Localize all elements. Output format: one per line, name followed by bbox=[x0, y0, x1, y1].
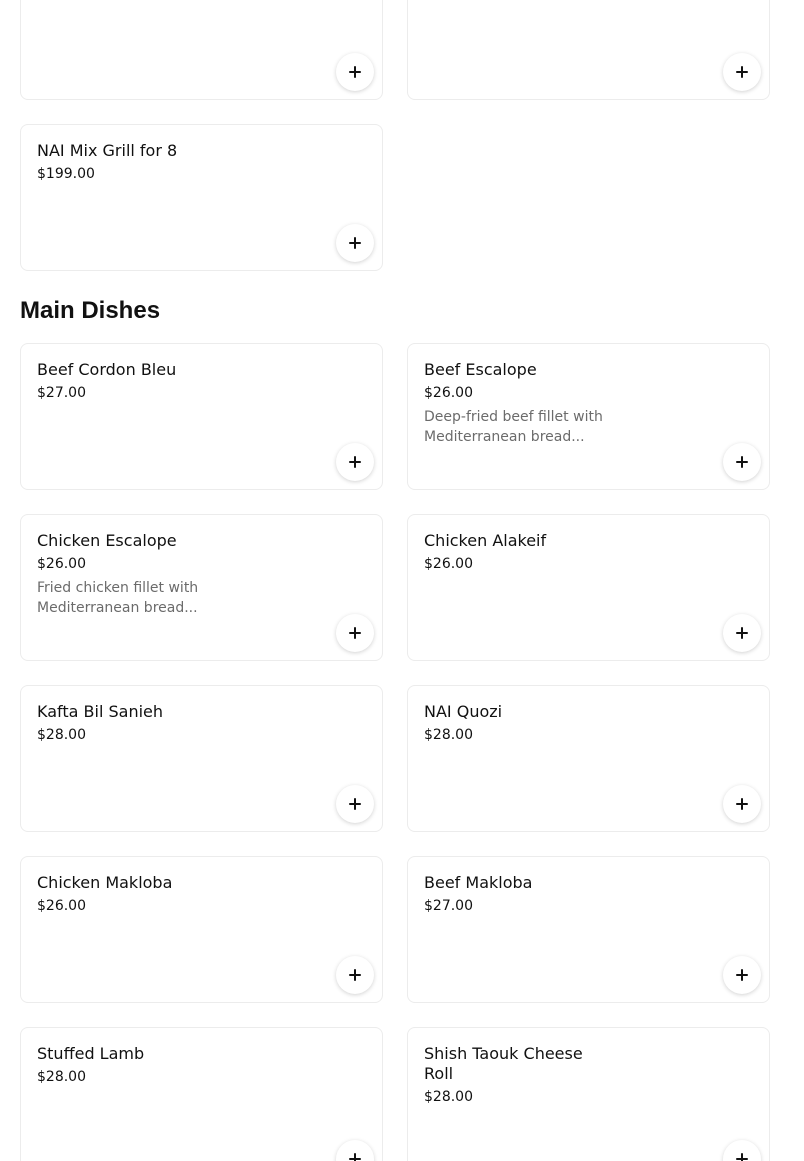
add-to-cart-button[interactable] bbox=[723, 53, 761, 91]
item-price: $26.00 bbox=[37, 556, 86, 572]
item-name: Beef Escalope bbox=[424, 360, 537, 379]
item-name: Chicken Makloba bbox=[37, 873, 173, 892]
item-price: $199.00 bbox=[37, 166, 95, 182]
add-to-cart-button[interactable] bbox=[336, 956, 374, 994]
item-description: Fried chicken fillet with Mediterranean bread... bbox=[37, 580, 199, 616]
plus-icon bbox=[736, 798, 748, 810]
plus-icon bbox=[736, 1153, 748, 1161]
add-to-cart-button[interactable] bbox=[336, 614, 374, 652]
add-to-cart-button[interactable] bbox=[336, 443, 374, 481]
plus-icon bbox=[349, 1153, 361, 1161]
item-price: $27.00 bbox=[37, 385, 86, 401]
add-to-cart-button[interactable] bbox=[336, 1140, 374, 1161]
add-to-cart-button[interactable] bbox=[336, 785, 374, 823]
menu-item-card[interactable] bbox=[407, 343, 770, 490]
plus-icon bbox=[736, 66, 748, 78]
menu-item-card[interactable] bbox=[20, 1027, 383, 1161]
plus-icon bbox=[736, 456, 748, 468]
menu-item-card[interactable] bbox=[20, 685, 383, 832]
item-name: Beef Cordon Bleu bbox=[37, 360, 177, 379]
plus-icon bbox=[349, 237, 361, 249]
item-name: Chicken Alakeif bbox=[424, 531, 547, 550]
menu-item-card[interactable] bbox=[20, 124, 383, 271]
item-name: Shish Taouk Cheese Roll bbox=[424, 1044, 583, 1083]
main-dishes-grid bbox=[20, 343, 770, 1161]
add-to-cart-button[interactable] bbox=[723, 443, 761, 481]
item-price: $28.00 bbox=[37, 1069, 86, 1085]
previous-section-grid bbox=[20, 0, 770, 271]
menu-item-card[interactable] bbox=[407, 1027, 770, 1161]
item-price: $26.00 bbox=[37, 898, 86, 914]
menu-item-card[interactable] bbox=[407, 514, 770, 661]
item-name: Kafta Bil Sanieh bbox=[37, 702, 164, 721]
item-name: Stuffed Lamb bbox=[37, 1044, 145, 1063]
plus-icon bbox=[349, 798, 361, 810]
add-to-cart-button[interactable] bbox=[336, 224, 374, 262]
item-name: NAI Mix Grill for 8 bbox=[37, 141, 178, 160]
menu-item-card[interactable] bbox=[20, 0, 383, 100]
add-to-cart-button[interactable] bbox=[336, 53, 374, 91]
menu-item-card[interactable] bbox=[407, 685, 770, 832]
item-description: Deep-fried beef fillet with Mediterranean bread... bbox=[424, 409, 603, 445]
item-name: Chicken Escalope bbox=[37, 531, 177, 550]
plus-icon bbox=[349, 969, 361, 981]
item-name: NAI Quozi bbox=[424, 702, 503, 721]
plus-icon bbox=[349, 456, 361, 468]
menu-item-card[interactable] bbox=[407, 0, 770, 100]
item-price: $27.00 bbox=[424, 898, 473, 914]
item-price: $28.00 bbox=[424, 727, 473, 743]
plus-icon bbox=[736, 969, 748, 981]
menu-item-card[interactable] bbox=[20, 514, 383, 661]
item-price: $26.00 bbox=[424, 556, 473, 572]
plus-icon bbox=[349, 627, 361, 639]
item-price: $28.00 bbox=[37, 727, 86, 743]
menu-item-card[interactable] bbox=[407, 856, 770, 1003]
plus-icon bbox=[736, 627, 748, 639]
menu-item-card[interactable] bbox=[20, 343, 383, 490]
section-title: Main Dishes bbox=[20, 297, 161, 324]
item-price: $28.00 bbox=[424, 1089, 473, 1105]
item-name: Beef Makloba bbox=[424, 873, 533, 892]
add-to-cart-button[interactable] bbox=[723, 1140, 761, 1161]
add-to-cart-button[interactable] bbox=[723, 956, 761, 994]
item-price: $26.00 bbox=[424, 385, 473, 401]
add-to-cart-button[interactable] bbox=[723, 614, 761, 652]
add-to-cart-button[interactable] bbox=[723, 785, 761, 823]
plus-icon bbox=[349, 66, 361, 78]
menu-item-card[interactable] bbox=[20, 856, 383, 1003]
